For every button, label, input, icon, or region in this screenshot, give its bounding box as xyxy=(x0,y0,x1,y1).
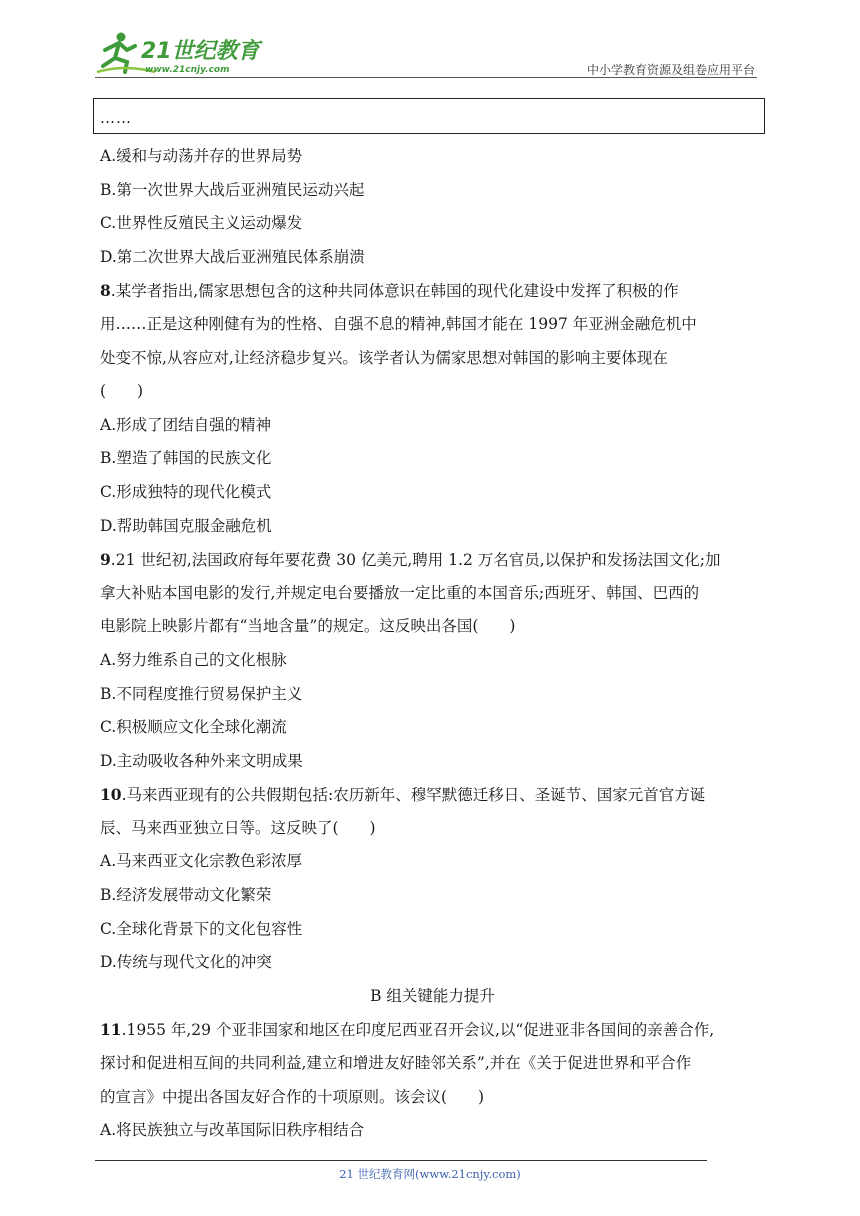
option: C.形成独特的现代化模式 xyxy=(100,482,272,501)
question-9-line: 电影院上映影片都有“当地含量”的规定。这反映出各国( ) xyxy=(100,617,516,636)
option: A.努力维系自己的文化根脉 xyxy=(100,650,287,669)
option: B.不同程度推行贸易保护主义 xyxy=(100,684,303,703)
option: A.将民族独立与改革国际旧秩序相结合 xyxy=(100,1121,365,1140)
option: C.世界性反殖民主义运动爆发 xyxy=(100,214,303,233)
section-heading: B 组关键能力提升 xyxy=(370,986,495,1005)
question-11-line: 11.1955 年,29 个亚非国家和地区在印度尼西亚召开会议,以“促进亚非各国间的亲善合作, xyxy=(100,1020,715,1040)
platform-title: 中小学教育资源及组卷应用平台 xyxy=(586,63,755,77)
option: B.塑造了韩国的民族文化 xyxy=(100,449,272,468)
question-8-line: ( ) xyxy=(100,382,144,401)
question-content xyxy=(100,140,765,1148)
quote-box-text: …… xyxy=(100,109,132,127)
question-10-line: 10.马来西亚现有的公共假期包括:农历新年、穆罕默德迁移日、圣诞节、国家元首官方诞 xyxy=(100,785,706,805)
question-number: 9 xyxy=(100,550,111,570)
question-9-line: 拿大补贴本国电影的发行,并规定电台要播放一定比重的本国音乐;西班牙、韩国、巴西的 xyxy=(100,583,700,602)
header-divider xyxy=(95,77,757,78)
question-9-line: 9.21 世纪初,法国政府每年要花费 30 亿美元,聘用 1.2 万名官员,以保护和发扬法国文化;加 xyxy=(100,550,721,570)
footer-divider xyxy=(95,1160,707,1161)
question-number: 10 xyxy=(100,785,122,805)
option: C.全球化背景下的文化包容性 xyxy=(100,919,303,938)
question-8-line: 用……正是这种刚健有为的性格、自强不息的精神,韩国才能在 1997 年亚洲金融危机中 xyxy=(100,314,697,333)
question-11-line: 探讨和促进相互间的共同利益,建立和增进友好睦邻关系”,并在《关于促进世界和平合作 xyxy=(100,1054,692,1073)
option: B.经济发展带动文化繁荣 xyxy=(100,886,272,905)
option: D.主动吸收各种外来文明成果 xyxy=(100,751,303,770)
option: C.积极顺应文化全球化潮流 xyxy=(100,718,287,737)
option: A.缓和与动荡并存的世界局势 xyxy=(100,147,303,165)
footer-link[interactable]: 21 世纪教育网(www.21cnjy.com) xyxy=(339,1167,521,1181)
option: D.传统与现代文化的冲突 xyxy=(100,953,272,972)
quote-box xyxy=(93,98,765,134)
question-number: 8 xyxy=(100,281,111,301)
question-11-line: 的宣言》中提出各国友好合作的十项原则。该会议( ) xyxy=(100,1087,485,1106)
logo-text: 21世纪教育 xyxy=(141,39,260,64)
page-header xyxy=(95,28,757,78)
logo xyxy=(95,28,265,78)
question-8-line: 处变不惊,从容应对,让经济稳步复兴。该学者认为儒家思想对韩国的影响主要体现在 xyxy=(100,348,668,367)
question-number: 11 xyxy=(100,1020,122,1040)
option: D.第二次世界大战后亚洲殖民体系崩溃 xyxy=(100,247,365,266)
question-10-line: 辰、马来西亚独立日等。这反映了( ) xyxy=(100,818,376,837)
option: B.第一次世界大战后亚洲殖民运动兴起 xyxy=(100,180,365,199)
option: A.马来西亚文化宗教色彩浓厚 xyxy=(100,852,303,871)
question-8-line: 8.某学者指出,儒家思想包含的这种共同体意识在韩国的现代化建设中发挥了积极的作 xyxy=(100,281,679,301)
option: D.帮助韩国克服金融危机 xyxy=(100,516,272,535)
option: A.形成了团结自强的精神 xyxy=(100,415,272,434)
logo-url: www.21cnjy.com xyxy=(145,65,230,75)
